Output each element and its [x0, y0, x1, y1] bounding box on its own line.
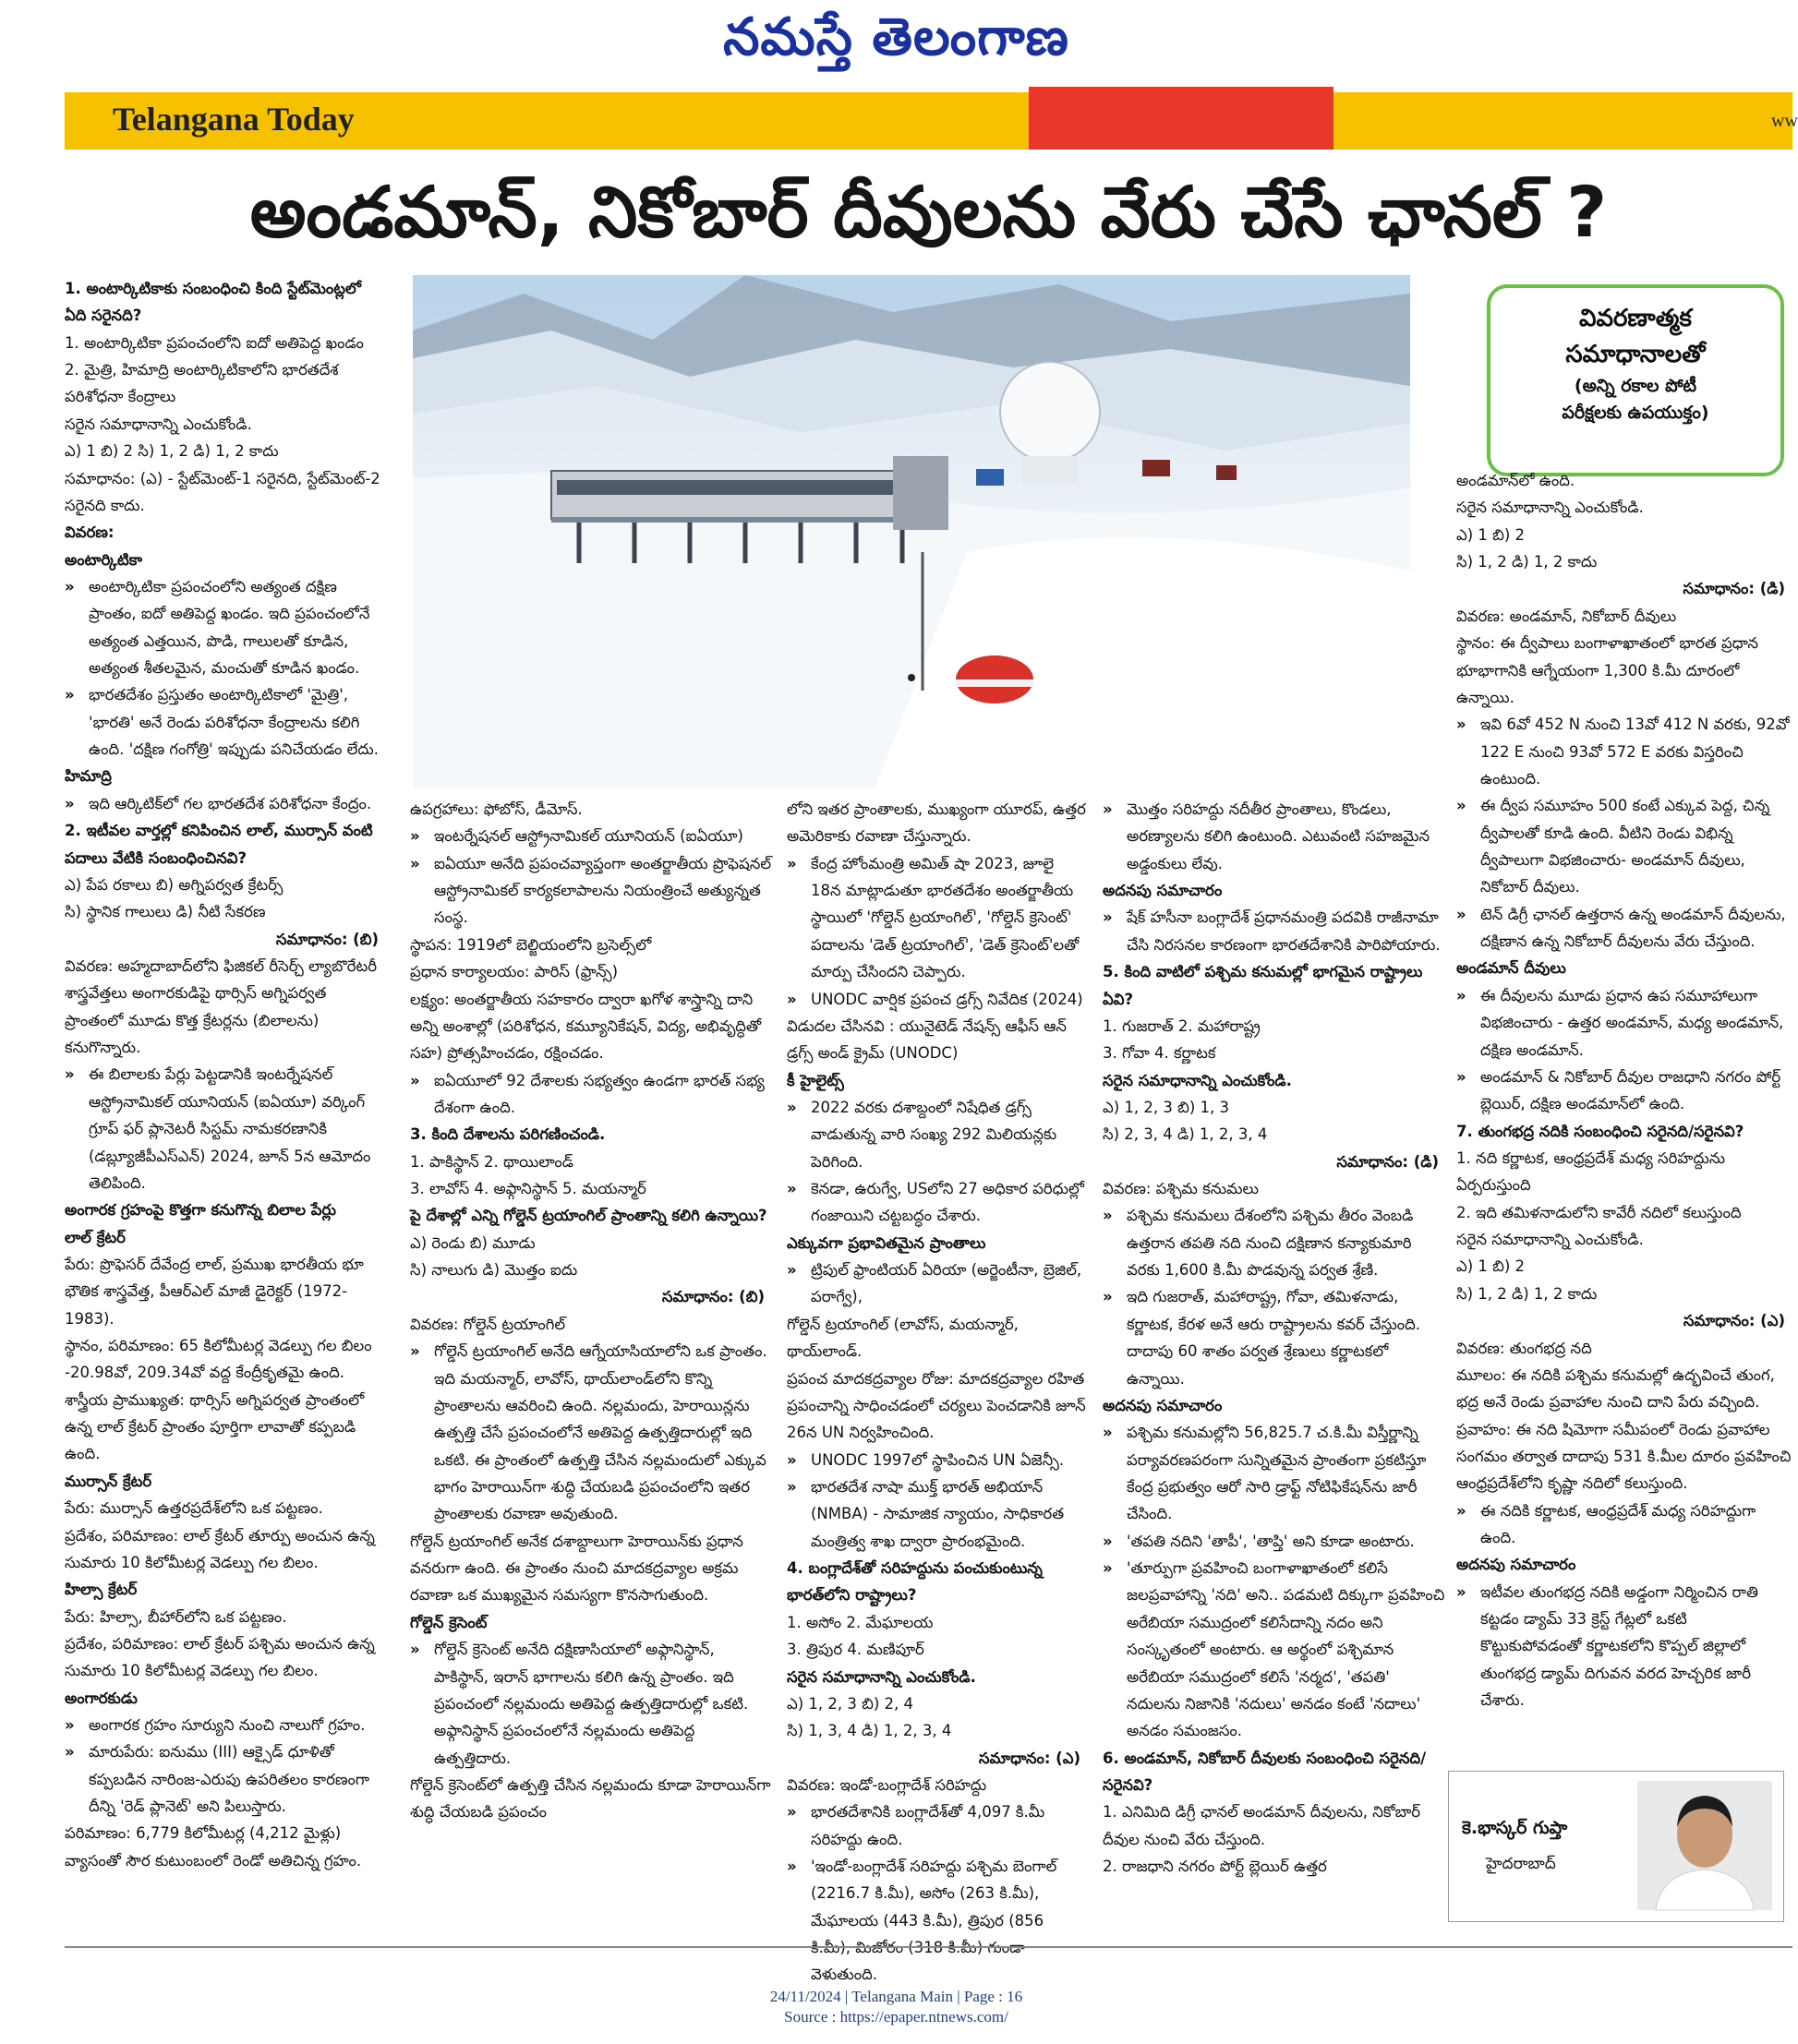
paragraph: సరైన సమాధానాన్ని ఎంచుకోండి. — [1456, 499, 1644, 517]
paragraph: గోల్డెన్ ట్రయాంగిల్ (లావోస్, మయన్మార్, థాయ్‌లాండ్. — [787, 1315, 1019, 1361]
paragraph: వివరణ: అహ్మదాబాద్‌లోని ఫిజికల్ రీసెర్చ్ ల్యాబొరేటరీ శాస్త్రవేత్తలు అంగారకుడిపై థార్సిస్ అగ్నిపర్వత ప్రాంతంలో మూడు కొత్త క్రేటర్లను (బిలాలను) కనుగొన్నారు. — [65, 956, 378, 1057]
answer-line: సమాధానం: (బి) — [661, 1288, 765, 1306]
section-heading: అంగారక గ్రహంపై కొత్తగా కనుగొన్న బిలాల పేర్లు — [65, 1201, 336, 1220]
column-1 — [65, 275, 386, 1946]
header-band — [65, 92, 1798, 150]
bullet-item: » ట్రిపుల్ ఫ్రాంటియర్ ఏరియా (అర్జెంటీనా, బ్రెజిల్, పరాగ్వే), — [787, 1256, 1088, 1311]
question-text: 6. అండమాన్, నికోబార్ దీవులకు సంబంధించి సరైనది/సరైనవి? — [1103, 1749, 1427, 1794]
section-heading: అండమాన్ దీవులు — [1456, 959, 1566, 978]
bullet-item: » అంగారక గ్రహం సూర్యుని నుంచి నాలుగో గ్రహం. — [65, 1712, 386, 1738]
masthead-logo: నమస్తే తెలంగాణ — [723, 7, 1069, 67]
bullet-item: » భారతదేశం ప్రస్తుతం అంటార్కిటికాలో 'మైత్రి', 'భారతి' అనే రెండు పరిశోధనా కేంద్రాలను కలిగి ఉంది. 'దక్షిణ గంగోత్రి' ఇప్పుడు పనిచేయడం లేదు. — [65, 681, 386, 763]
question-text: సరైన సమాధానాన్ని ఎంచుకోండి. — [1103, 1071, 1292, 1089]
section-heading: హిమాద్రి — [65, 767, 112, 786]
paragraph: గోల్డెన్ క్రెసెంట్‌లో ఉత్పత్తి చేసిన నల్లమందు కూడా హెరాయిన్‌గా శుద్ధి చేయబడి ప్రపంచం — [410, 1775, 771, 1822]
bullet-item: » ఇది ఆర్కిటిక్‌లో గల భారతదేశ పరిశోధనా కేంద్రం. — [65, 790, 386, 817]
bullet-item: » మొత్తం సరిహద్దు నదీతీర ప్రాంతాలు, కొండలు, అరణ్యాలను కలిగి ఉంటుంది. ఎటువంటి సహజమైన అడ్డంకులు లేవు. — [1103, 796, 1446, 877]
paragraph: స్థానం, పరిమాణం: 65 కిలోమీటర్ల వెడల్పు గల బిలం -20.98వో, 209.34వో వద్ద కేంద్రీకృతమై ఉంది. — [65, 1337, 372, 1382]
paragraph: ఉపగ్రహాలు: ఫోబోస్, డీమోస్. — [410, 800, 583, 818]
column-5 — [1456, 467, 1792, 1870]
bullet-item: » 2022 వరకు దశాబ్దంలో నిషేధిత డ్రగ్స్ వాడుతున్న వారి సంఖ్య 292 మిలియన్లకు పెరిగింది. — [787, 1094, 1088, 1175]
promo-line4: పరీక్షలకు ఉపయుక్తం) — [1562, 402, 1709, 423]
paragraph: సరైన సమాధానాన్ని ఎంచుకోండి. — [1456, 1231, 1644, 1249]
section-heading: కీ హైలైట్స్ — [787, 1071, 844, 1089]
paragraph: 1. ఎనిమిది డిగ్రీ ఛానల్ అండమాన్ దీవులను, నికోబార్ దీవుల నుంచి వేరు చేస్తుంది. — [1103, 1803, 1421, 1848]
paragraph: 1. అంటార్కిటికా ప్రపంచంలోని ఐదో అతిపెద్ద ఖండం — [65, 333, 364, 352]
section-heading: అంటార్కిటికా — [65, 550, 143, 569]
column-3 — [787, 796, 1088, 1984]
paragraph: ఎ) 1 బి) 2 — [1456, 525, 1526, 544]
paragraph: ఎ) రెండు బి) మూడు — [410, 1233, 536, 1252]
bullet-item: » షేక్ హసీనా బంగ్లాదేశ్ ప్రధానమంత్రి పదవికి రాజీనామా చేసి నిరసనల కారణంగా భారతదేశానికి పారిపోయారు. — [1103, 904, 1446, 958]
paragraph: 3. త్రిపుర 4. మణిపూర్ — [787, 1641, 924, 1659]
web-address-partial: ww — [1771, 111, 1798, 131]
section-heading: అదనపు సమాచారం — [1456, 1556, 1576, 1574]
paragraph: 1. నది కర్ణాటక, ఆంధ్రప్రదేశ్ మధ్య సరిహద్దును ఏర్పరుస్తుంది — [1456, 1148, 1726, 1195]
bullet-item: » ఈ బిలాలకు పేర్లు పెట్టడానికి ఇంటర్నేషనల్ ఆస్ట్రోనామికల్ యూనియన్ (ఐఏయూ) వర్కింగ్ గ్రూప్ ఫర్ ప్లానెటరీ సిస్టమ్ నామకరణానికి (డబ్ల్యూజీపీఎస్ఎన్) 2024, జూన్ 5న ఆమోదం తెలిపింది. — [65, 1061, 386, 1196]
footer-date-page: 24/11/2024 | Telangana Main | Page : 16 — [769, 1988, 1023, 2005]
section-heading: గోల్డెన్ క్రెసెంట్ — [410, 1613, 488, 1631]
paragraph: ప్రపంచ మాదకద్రవ్యాల రోజు: మాదకద్రవ్యాల రహిత ప్రపంచాన్ని సాధించడంలో చర్యలు పెంచడానికి జూన్ 26న UN నిర్వహించింది. — [787, 1369, 1086, 1442]
column-2 — [410, 796, 772, 1946]
bullet-item: » అండమాన్ & నికోబార్ దీవుల రాజధాని నగరం పోర్ట్ బ్లెయిర్, దక్షిణ అండమాన్‌లో ఉంది. — [1456, 1064, 1792, 1118]
paragraph: సి) స్థానిక గాలులు డి) నీటి సేకరణ — [65, 903, 266, 921]
footer-rule — [65, 1946, 1792, 1948]
section-heading: ముర్సాన్ క్రేటర్ — [65, 1472, 152, 1490]
paragraph: స్థాపన: 1919లో బెల్జియంలోని బ్రసెల్స్‌లో — [410, 935, 652, 954]
promo-line1: వివరణాత్మక — [1579, 305, 1692, 332]
paragraph: సి) 1, 2 డి) 1, 2 కాదు — [1456, 1284, 1598, 1303]
section-heading: అదనపు సమాచారం — [1103, 882, 1223, 900]
paragraph: విడుదల చేసినవి : యునైటెడ్ నేషన్స్ ఆఫీస్ ఆన్ డ్రగ్స్ అండ్ క్రైమ్ (UNODC) — [787, 1016, 1067, 1063]
paragraph: 3. లావోస్ 4. అఫ్గానిస్థాన్ 5. మయన్మార్ — [410, 1180, 646, 1198]
bullet-item: » ఇది గుజరాత్, మహారాష్ట్ర, గోవా, తమిళనాడు, కర్ణాటక, కేరళ అనే ఆరు రాష్ట్రాలను కవర్ చేస్తుంది. దాదాపు 60 శాతం పర్వత శ్రేణులు కర్ణాటకలో ఉన్నాయి. — [1103, 1283, 1446, 1391]
bullet-item: » భారతదేశానికి బంగ్లాదేశ్‌తో 4,097 కి.మీ సరిహద్దు ఉంది. — [787, 1798, 1088, 1853]
answer-line: సమాధానం: (బి) — [275, 930, 379, 948]
paragraph: ప్రదేశం, పరిమాణం: లాల్ క్రేటర్ పశ్చిమ అంచున ఉన్న సుమారు 10 కిలోమీటర్ల వెడల్పు గల బిలం. — [65, 1634, 375, 1680]
paragraph: శాస్త్రీయ ప్రాముఖ్యత: థార్సిస్ అగ్నిపర్వత ప్రాంతంలో ఉన్న లాల్ క్రేటర్ ప్రాంతం పూర్తిగా లావాతో కప్పబడి ఉంది. — [65, 1390, 365, 1463]
bullet-item: » టెన్ డిగ్రీ ఛానల్ ఉత్తరాన ఉన్న అండమాన్ దీవులను, దక్షిణాన ఉన్న నికోబార్ దీవులను వేరు చేస్తుంది. — [1456, 901, 1792, 956]
station-illustration — [413, 275, 1410, 788]
paragraph: పేరు: ముర్సాన్ ఉత్తరప్రదేశ్‌లోని ఒక పట్టణం. — [65, 1499, 323, 1518]
paragraph: వివరణ: అండమాన్, నికోబార్ దీవులు — [1456, 607, 1677, 625]
paragraph: ఎ) 1, 2, 3 బి) 2, 4 — [787, 1694, 914, 1713]
paragraph: పేరు: హిల్సా, బీహార్‌లోని ఒక పట్టణం. — [65, 1607, 287, 1626]
question-text: 1. అంటార్కిటికాకు సంబంధించి కింది స్టేట్‌మెంట్లలో ఏది సరైనది? — [65, 280, 362, 325]
bullet-item: » ఇవి 6వో 452 N నుంచి 13వో 412 N వరకు, 92వో 122 E నుంచి 93వో 572 E వరకు విస్తరించి ఉంటుంది. — [1456, 711, 1792, 792]
answer-line: సమాధానం: (డి) — [1336, 1152, 1439, 1171]
section-heading: ఎక్కువగా ప్రభావితమైన ప్రాంతాలు — [787, 1233, 986, 1252]
author-photo — [1637, 1781, 1772, 1910]
paragraph: సి) 1, 3, 4 డి) 1, 2, 3, 4 — [787, 1722, 952, 1740]
question-text: సరైన సమాధానాన్ని ఎంచుకోండి. — [787, 1667, 976, 1686]
paragraph: వివరణ: తుంగభద్ర నది — [1456, 1339, 1592, 1357]
bullet-item: » పశ్చిమ కనుమలు దేశంలోని పశ్చిమ తీరం వెంబడి ఉత్తరాన తపతి నది నుంచి దక్షిణాన కన్యాకుమారి వరకు 1,600 కి.మీ పొడవున్న పర్వత శ్రేణి. — [1103, 1202, 1446, 1283]
paragraph: సమాధానం: (ఎ) - స్టేట్‌మెంట్-1 సరైనది, స్టేట్‌మెంట్-2 సరైనది కాదు. — [65, 469, 380, 514]
bullet-item: » ఈ ద్వీప సమూహం 500 కంటే ఎక్కువ పెద్ద, చిన్న ద్వీపాలతో కూడి ఉంది. వీటిని రెండు విభిన్న ద్వీపాలుగా విభజించారు- అండమాన్ దీవులు, నికోబార్ దీవులు. — [1456, 792, 1792, 900]
paragraph: మూలం: ఈ నదికి పశ్చిమ కనుమల్లో ఉద్భవించే తుంగ, భద్ర అనే రెండు ప్రవాహాల నుంచి దాని పేరు వచ్చింది. — [1456, 1365, 1775, 1412]
question-text: 2. ఇటీవల వార్తల్లో కనిపించిన లాల్, ముర్సాన్ వంటి పదాలు వేటికి సంబంధించినవి? — [65, 822, 373, 867]
paragraph: వివరణ: ఇండో-బంగ్లాదేశ్ సరిహద్దు — [787, 1775, 987, 1794]
bullet-item: » UNODC 1997లో స్థాపించిన UN ఏజెన్సీ. — [787, 1447, 1088, 1473]
bullet-item: » ఐఏయూలో 92 దేశాలకు సభ్యత్వం ఉండగా భారత్ సభ్య దేశంగా ఉంది. — [410, 1067, 772, 1122]
paragraph: స్థానం: ఈ ద్వీపాలు బంగాళాఖాతంలో భారత ప్రధాన భూభాగానికి ఆగ్నేయంగా 1,300 కి.మీ దూరంలో ఉన్నాయి. — [1456, 634, 1758, 706]
bullet-item: » 'తపతి నదిని 'తాపీ', 'తాప్తి' అని కూడా అంటారు. — [1103, 1528, 1446, 1555]
bullet-item: » ఐఏయూ అనేది ప్రపంచవ్యాప్తంగా అంతర్జాతీయ ప్రొఫెషనల్ ఆస్ట్రోనామికల్ కార్యకలాపాలను నియంత్రించే అత్యున్నత సంస్థ. — [410, 850, 772, 932]
question-text: 4. బంగ్లాదేశ్‌తో సరిహద్దును పంచుకుంటున్న భారత్‌లోని రాష్ట్రాలు? — [787, 1559, 1043, 1605]
author-name: కె.భాస్కర్ గుప్తా — [1462, 1818, 1568, 1838]
paragraph: ప్రధాన కార్యాలయం: పారిస్ (ఫ్రాన్స్) — [410, 963, 619, 981]
bullet-item: » అంటార్కిటికా ప్రపంచంలోని అత్యంత దక్షిణ ప్రాంతం, ఐదో అతిపెద్ద ఖండం. ఇది ప్రపంచంలోనే అత్యంత ఎత్తయిన, పొడి, గాలులతో కూడిన, అత్యంత శీతలమైన, మంచుతో కూడిన ఖండం. — [65, 573, 386, 681]
paragraph: పేరు: ప్రొఫెసర్ దేవేంద్ర లాల్, ప్రముఖ భారతీయ భూ భౌతిక శాస్త్రవేత్త, పీఆర్ఎల్ మాజీ డైరెక్టర్ (1972-1983). — [65, 1255, 364, 1328]
bullet-item: » కేంద్ర హోంమంత్రి అమిత్ షా 2023, జూలై 18న మాట్లాడుతూ భారతదేశం అంతర్జాతీయ స్థాయిలో 'గోల్డెన్ ట్రయాంగిల్', 'గోల్డెన్ క్రెసెంట్' పదాలను 'డెత్ ట్రయాంగిల్', 'డెత్ క్రెసెంట్'లతో మార్పు చేసిందని చెప్పారు. — [787, 850, 1088, 986]
bullet-item: » ఇంటర్నేషనల్ ఆస్ట్రోనామికల్ యూనియన్ (ఐఏయూ) — [410, 823, 772, 849]
column-4 — [1103, 796, 1446, 1876]
bullet-item: » ఈ నదికి కర్ణాటక, ఆంధ్రప్రదేశ్ మధ్య సరిహద్దుగా ఉంది. — [1456, 1497, 1792, 1552]
bullet-item: » మారుపేరు: ఐనుము (III) ఆక్సైడ్ ధూళితో కప్పబడిన నారింజ-ఎరుపు ఉపరితలం కారణంగా దీన్ని 'రెడ్ ప్లానెట్' అని పిలుస్తారు. — [65, 1738, 386, 1820]
paragraph: వివరణ: గోల్డెన్ ట్రయాంగిల్ — [410, 1315, 566, 1333]
answer-line: సమాధానం: (డి) — [1683, 580, 1785, 598]
bullet-item: » 'తూర్పుగా ప్రవహించి బంగాళాఖాతంలో కలిసే జలప్రవాహాన్ని 'నది' అని.. పడమటి దిక్కుగా ప్రవహించి అరేబియా సముద్రంలో కలిసేదాన్ని నదం అని సంస్కృతంలో అంటారు. ఆ అర్థంలో పశ్చిమాన అరేబియా సముద్రంలో కలిసే 'నర్మద', 'తపతి' నదులను నిజానికి 'నదులు' అనడం కంటే 'నదాలు' అనడం సమంజసం. — [1103, 1555, 1446, 1745]
section-heading: అదనపు సమాచారం — [1103, 1396, 1223, 1414]
bullet-item: » కెనడా, ఉరుగ్వే, USలోని 27 అధికార పరిధుల్లో గంజాయిని చట్టబద్ధం చేశారు. — [787, 1175, 1088, 1230]
bullet-item: » పశ్చిమ కనుమల్లోని 56,825.7 చ.కి.మీ విస్తీర్ణాన్ని పర్యావరణపరంగా సున్నితమైన ప్రాంతంగా ప్రకటిస్తూ కేంద్ర ప్రభుత్వం ఆరో సారి డ్రాఫ్ట్ నోటిఫికేషన్‌ను జారీ చేసింది. — [1103, 1419, 1446, 1527]
paragraph: ఎ) 1 బి) 2 — [1456, 1257, 1526, 1276]
paragraph: అండమాన్‌లో ఉంది. — [1456, 472, 1575, 489]
paragraph: ఎ) 1 బి) 2 సి) 1, 2 డి) 1, 2 కాదు — [65, 442, 279, 461]
paragraph: సి) 1, 2 డి) 1, 2 కాదు — [1456, 553, 1598, 571]
footer-source-link[interactable]: Source : https://epaper.ntnews.com/ — [784, 2008, 1008, 2026]
section-heading: లాల్ క్రేటర్ — [65, 1228, 126, 1246]
paragraph: 1. అసోం 2. మేఘాలయ — [787, 1613, 934, 1631]
paragraph: 2. మైత్రి, హిమాద్రి అంటార్కిటికాలోని భారతదేశ పరిశోధనా కేంద్రాలు — [65, 361, 339, 406]
headline: అండమాన్, నికోబార్ దీవులను వేరు చేసే ఛానల్ ? — [249, 171, 1608, 253]
section-logo-block — [1029, 87, 1333, 150]
partner-logo: Telangana Today — [113, 101, 355, 138]
bullet-item: » గోల్డెన్ క్రెసెంట్ అనేది దక్షిణాసియాలో అఫ్గానిస్థాన్, పాకిస్థాన్, ఇరాన్ భాగాలను కలిగి ఉన్న ప్రాంతం. ఇది ప్రపంచంలో నల్లమందు అతిపెద్ద ఉత్పత్తిదారుల్లో ఒకటి. అఫ్గానిస్థాన్ ప్రపంచంలోనే నల్లమందు అతిపెద్ద ఉత్పత్తిదారు. — [410, 1636, 772, 1772]
paragraph: ఎ) పేప రకాలు బి) అగ్నిపర్వత క్రేటర్స్ — [65, 875, 284, 894]
question-text: 5. కింది వాటిలో పశ్చిమ కనుమల్లో భాగమైన రాష్ట్రాలు ఏవి? — [1103, 963, 1423, 1008]
bullet-item: » ఇటీవల తుంగభద్ర నదికి అడ్డంగా నిర్మించిన రాతి కట్టడం డ్యామ్ 33 క్రెస్ట్ గేట్లలో ఒకటి కొట్టుకుపోవడంతో కర్ణాటకలోని కొప్పల్ జిల్లాలో తుంగభద్ర డ్యామ్ దిగువన వరద హెచ్చరిక జారీ చేశారు. — [1456, 1579, 1792, 1714]
paragraph: 2. ఇది తమిళనాడులోని కావేరీ నదిలో కలుస్తుంది — [1456, 1203, 1742, 1221]
bullet-item: » 'ఇండో-బంగ్లాదేశ్ సరిహద్దు పశ్చిమ బెంగాల్ (2216.7 కి.మీ), అసోం (263 కి.మీ), మేఘాలయ (443 కి.మీ), త్రిపుర (856 వెళుతుంది. — [787, 1853, 1088, 1989]
answer-line: సమాధానం: (ఎ) — [1683, 1312, 1785, 1330]
paragraph: సి) 2, 3, 4 డి) 1, 2, 3, 4 — [1103, 1125, 1268, 1144]
promo-line2: సమాధానాలతో — [1565, 341, 1706, 368]
question-text: పై దేశాల్లో ఎన్ని గోల్డెన్ ట్రయాంగిల్ ప్రాంతాన్ని కలిగి ఉన్నాయి? — [410, 1207, 767, 1225]
author-place: హైదరాబాద్ — [1486, 1855, 1556, 1873]
author-box — [1448, 1771, 1784, 1922]
section-heading: అంగారకుడు — [65, 1689, 138, 1707]
section-heading: హిల్సా క్రేటర్ — [65, 1581, 138, 1599]
paragraph: 2. రాజధాని నగరం పోర్ట్ బ్లెయిర్ ఉత్తర — [1103, 1858, 1327, 1876]
paragraph: ప్రవాహం: ఈ నది షిమోగా సమీపంలో రెండు ప్రవాహాల సంగమం తర్వాత దాదాపు 531 కి.మీల దూరం ప్రవహించి ఆంధ్రప్రదేశ్‌లోని కృష్ణా నదిలో కలుస్తుంది. — [1456, 1420, 1792, 1493]
antarctic-station-photo — [413, 275, 1410, 788]
paragraph: ఎ) 1, 2, 3 బి) 1, 3 — [1103, 1098, 1230, 1116]
question-text: 3. కింది దేశాలను పరిగణించండి. — [410, 1125, 606, 1144]
bullet-item: » భారతదేశ నాషా ముక్త్ భారత్ అభియాన్ (NMBA) - సామాజిక న్యాయం, సాధికారత మంత్రిత్వ శాఖ ద్వారా ప్రారంభమైంది. — [787, 1473, 1088, 1555]
paragraph: వివరణ: పశ్చిమ కనుమలు — [1103, 1180, 1259, 1198]
bullet-item: » గోల్డెన్ ట్రయాంగిల్ అనేది ఆగ్నేయాసియాలోని ఒక ప్రాంతం. ఇది మయన్మార్, లావోస్, థాయ్‌లాండ్‌లోని కొన్ని ప్రాంతాలను ఆవరించి ఉంది. నల్లమందు, హెరాయిన్లను ఉత్పత్తి చేసే ప్రపంచంలోనే అతిపెద్ద ఉత్పత్తిదారుల్లో ఇది ఒకటి. ఈ ప్రాంతంలో ఉత్పత్తి చేసిన నల్లమందులో ఎక్కువ భాగం హెరాయిన్‌గా శుద్ధి చేయబడి ప్రపంచంలోని ఇతర ప్రాంతాలకు రవాణా అవుతుంది. — [410, 1338, 772, 1528]
paragraph: పరిమాణం: 6,779 కిలోమీటర్ల (4,212 మైళ్లు) వ్యాసంతో సౌర కుటుంబంలో రెండో అతిచిన్న గ్రహం. — [65, 1824, 362, 1870]
paragraph: 1. పాకిస్థాన్ 2. థాయిలాండ్ — [410, 1152, 574, 1171]
promo-line3: (అన్ని రకాల పోటీ — [1574, 376, 1697, 396]
promo-box — [1487, 284, 1784, 476]
paragraph: 3. గోవా 4. కర్ణాటక — [1103, 1044, 1216, 1063]
paragraph: 1. గుజరాత్ 2. మహారాష్ట్ర — [1103, 1016, 1261, 1035]
footer — [0, 1987, 1792, 2027]
paragraph: ప్రదేశం, పరిమాణం: లాల్ క్రేటర్ తూర్పు అంచున ఉన్న సుమారు 10 కిలోమీటర్ల వెడల్పు గల బిలం. — [65, 1526, 375, 1571]
bullet-item: » ఈ దీవులను మూడు ప్రధాన ఉప సమూహాలుగా విభజించారు - ఉత్తర అండమాన్, మధ్య అండమాన్, దక్షిణ అండమాన్. — [1456, 982, 1792, 1064]
section-heading: వివరణ: — [65, 523, 115, 542]
author-portrait — [1637, 1781, 1772, 1910]
paragraph: లక్ష్యం: అంతర్జాతీయ సహకారం ద్వారా ఖగోళ శాస్త్రాన్ని దాని అన్ని అంశాల్లో (పరిశోధన, కమ్యూనికేషన్, విద్య, అభివృద్ధితో సహ) ప్రోత్సహించడం, రక్షించడం. — [410, 990, 762, 1063]
paragraph: సి) నాలుగు డి) మొత్తం ఐదు — [410, 1261, 578, 1280]
paragraph: సరైన సమాధానాన్ని ఎంచుకోండి. — [65, 415, 252, 433]
paragraph: గోల్డెన్ ట్రయాంగిల్ అనేక దశాబ్దాలుగా హెరాయిన్‌కు ప్రధాన వనరుగా ఉంది. ఈ ప్రాంతం నుంచి మాదకద్రవ్యాల అక్రమ రవాణా ఒక ముఖ్యమైన సమస్యగా కొనసాగుతుంది. — [410, 1532, 743, 1605]
answer-line: సమాధానం: (ఎ) — [978, 1749, 1080, 1767]
bullet-item: » UNODC వార్షిక ప్రపంచ డ్రగ్స్ నివేదిక (2024) — [787, 986, 1088, 1013]
paragraph: లోని ఇతర ప్రాంతాలకు, ముఖ్యంగా యూరప్, ఉత్తర అమెరికాకు రవాణా చేస్తున్నారు. — [787, 800, 1086, 846]
question-text: 7. తుంగభద్ర నదికి సంబంధించి సరైనది/సరైనవి? — [1456, 1122, 1744, 1140]
